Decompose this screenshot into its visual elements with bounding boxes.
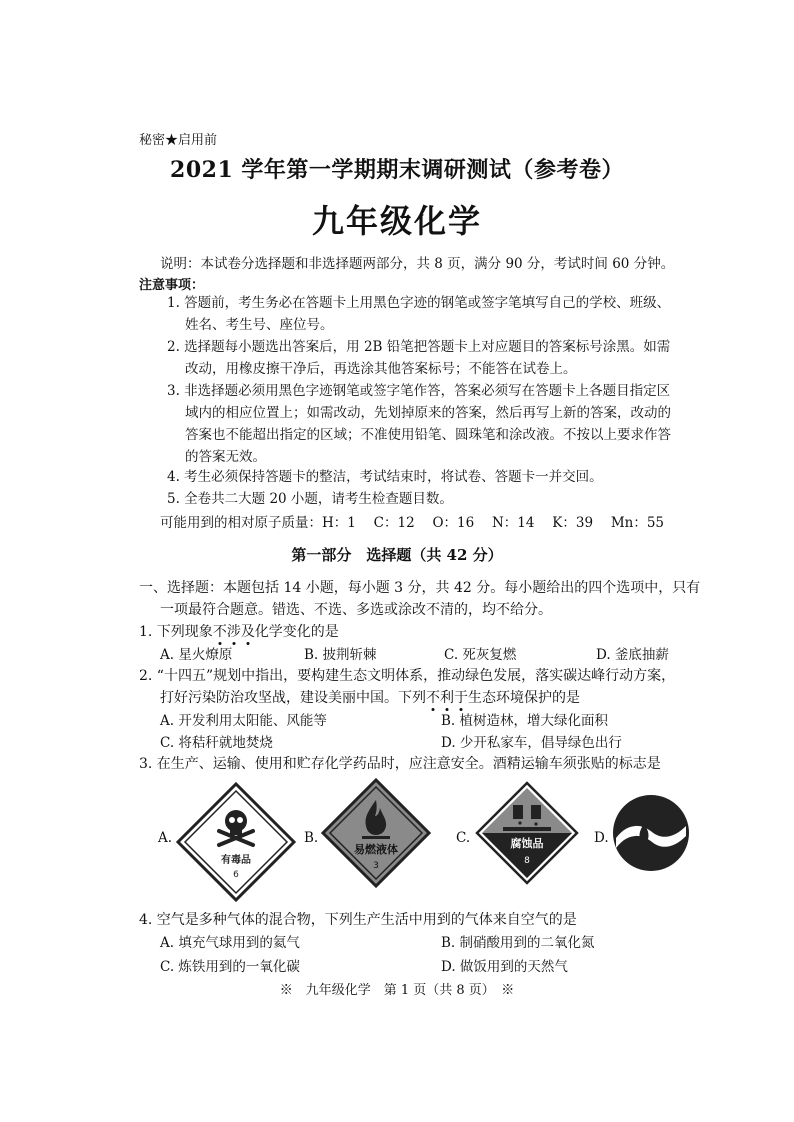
q4-option-b: B. 制硝酸用到的二氧化氮	[441, 935, 595, 951]
emphasis-char: 利	[440, 690, 454, 706]
water-saving-sign	[612, 794, 690, 872]
question-text: 生态环境保护的是	[468, 690, 580, 706]
sign-label: 易燃液体	[354, 843, 398, 856]
notice-line: 改动，用橡皮擦干净后，再选涂其他答案标号；不能答在试卷上。	[185, 361, 577, 377]
q4-option-d: D. 做饭用到的天然气	[441, 959, 568, 975]
emphasis-char: 不	[212, 624, 227, 640]
question-2-cont	[160, 687, 580, 707]
notice-item-4	[167, 466, 603, 488]
atomic-masses: 可能用到的相对原子质量：H：1 C：12 O：16 N：14 K：39 Mn：55	[160, 515, 665, 531]
q1-option-d: D. 釜底抽薪	[596, 647, 669, 663]
q2-option-a: A. 开发利用太阳能、风能等	[160, 713, 327, 729]
notice-line: 答案也不能超出指定的区域；不准使用铅笔、圆珠笔和涂改液。不按以上要求作答	[185, 427, 671, 443]
emphasis-char: 于	[454, 690, 468, 706]
notice-item-5	[167, 488, 453, 510]
q4-option-c: C. 炼铁用到的一氧化碳	[160, 959, 300, 975]
notice-line: 的答案无效。	[185, 449, 266, 465]
exam-description: 说明：本试卷分选择题和非选择题两部分，共 8 页，满分 90 分，考试时间 60 分钟。	[160, 256, 675, 272]
q3-option-b-letter: B.	[304, 830, 319, 846]
emphasis-char: 及	[240, 624, 255, 640]
notice-line: 2. 选择题每小题选出答案后，用 2B 铅笔把答题卡上对应题目的答案标号涂黑。如需	[167, 339, 671, 355]
subject-title: 九年级化学	[311, 202, 482, 240]
emphasis-char: 涉	[226, 624, 241, 640]
q3-option-d-letter: D.	[594, 830, 609, 846]
q1-option-a: A. 星火燎原	[160, 647, 233, 663]
q3-option-a-letter: A.	[158, 830, 173, 846]
notice-item-2	[167, 336, 670, 380]
flammable-liquid-sign	[321, 778, 431, 888]
toxic-sign	[175, 781, 297, 903]
notice-line: 姓名、考生号、座位号。	[185, 317, 334, 333]
notice-heading: 注意事项：	[139, 278, 205, 293]
q3-option-c-letter: C.	[456, 830, 471, 846]
question-text: 打好污染防治攻坚战，建设美丽中国。下列	[160, 690, 426, 706]
q1-option-c: C. 死灰复燃	[444, 647, 517, 663]
notice-line: 5. 全卷共二大题 20 小题，请考生检查题目数。	[167, 491, 453, 507]
question-3: 3. 在生产、运输、使用和贮存化学药品时，应注意安全。酒精运输车须张贴的标志是	[139, 756, 661, 772]
section-instruction-cont: 一项最符合题意。错选、不选、多选或涂改不清的，均不给分。	[160, 602, 552, 618]
page-footer: ※ 九年级化学 第 1 页（共 8 页） ※	[279, 983, 515, 998]
q4-option-a: A. 填充气球用到的氦气	[160, 935, 300, 951]
q1-option-b: B. 披荆斩棘	[304, 647, 377, 663]
notice-line: 域内的相应位置上；如需改动，先划掉原来的答案，然后再写上新的答案，改动的	[185, 405, 671, 421]
sign-label: 腐蚀品	[510, 837, 544, 850]
notice-line: 1. 答题前，考生务必在答题卡上用黑色字迹的钢笔或签字笔填写自己的学校、班级、	[167, 295, 671, 311]
question-2: 2. “十四五”规划中指出，要构建生态文明体系，推动绿色发展，落实碳达峰行动方案，	[139, 668, 676, 684]
q2-option-b: B. 植树造林，增大绿化面积	[441, 713, 609, 729]
confidential-label: 秘密★启用前	[139, 133, 218, 148]
exam-title: 2021 学年第一学期期末调研测试（参考卷）	[170, 157, 624, 183]
notice-line: 4. 考生必须保持答题卡的整洁，考试结束时，将试卷、答题卡一并交回。	[167, 469, 603, 485]
q2-option-d: D. 少开私家车，倡导绿色出行	[441, 735, 622, 751]
sign-label: 有毒品	[221, 855, 251, 866]
sign-number: 6	[233, 870, 239, 880]
emphasis-char: 不	[426, 690, 440, 706]
notice-item-3	[167, 380, 671, 468]
question-4: 4. 空气是多种气体的混合物，下列生产生活中用到的气体来自空气的是	[139, 912, 577, 928]
sign-number: 3	[373, 861, 379, 871]
notice-item-1	[167, 292, 670, 336]
section-instruction: 一、选择题：本题包括 14 小题，每小题 3 分，共 42 分。每小题给出的四个选项中，只有	[139, 580, 701, 596]
corrosive-sign	[475, 781, 579, 885]
question-text: 1. 下列现象	[139, 624, 213, 640]
part-title: 第一部分 选择题（共 42 分）	[291, 546, 503, 564]
notice-line: 3. 非选择题必须用黑色字迹钢笔或签字笔作答，答案必须写在答题卡上各题目指定区	[167, 383, 671, 399]
q2-option-c: C. 将秸秆就地焚烧	[160, 735, 273, 751]
question-text: 化学变化的是	[254, 624, 339, 640]
question-1	[139, 621, 339, 641]
sign-number: 8	[524, 856, 530, 866]
